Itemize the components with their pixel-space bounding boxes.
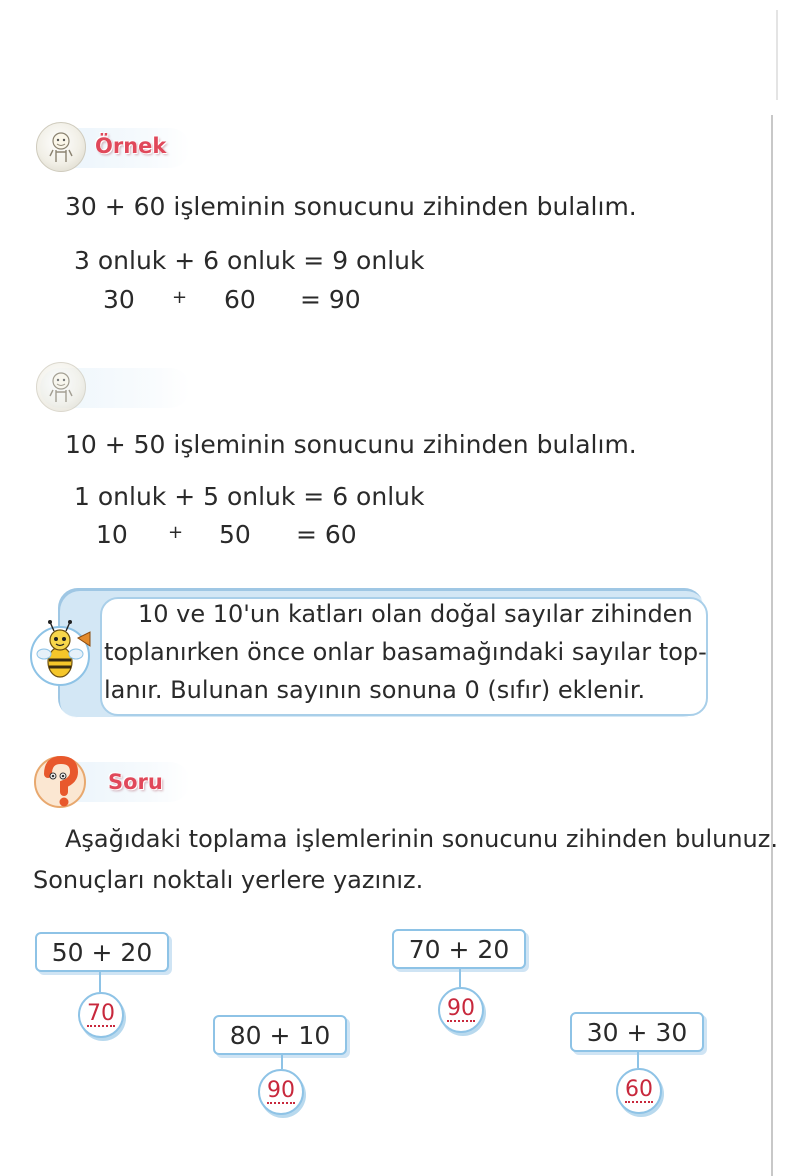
question-mark-icon	[32, 752, 88, 810]
question-line-1: Aşağıdaki toplama işlemlerinin sonucunu zihinden bulunuz.	[65, 825, 778, 853]
answer-circle-2[interactable]	[258, 1069, 304, 1115]
example2-number-a: 10	[96, 520, 128, 549]
exercise-stem-2	[281, 1053, 283, 1069]
info-line-3: lanır. Bulunan sayının sonuna 0 (sıfır) eklenir.	[104, 676, 646, 704]
example2-number-b: 50	[219, 520, 251, 549]
page-edge-mark	[776, 10, 778, 100]
page-edge-line	[771, 115, 773, 1176]
example2-statement: 10 + 50 işleminin sonucunu zihinden bulalım.	[65, 430, 637, 459]
answer-2: 90	[267, 1078, 295, 1103]
answer-4: 60	[625, 1077, 653, 1102]
answer-circle-1[interactable]	[78, 992, 124, 1038]
answer-circle-3[interactable]	[438, 987, 484, 1033]
exercise-box-4: 30 + 30	[570, 1012, 704, 1052]
exercise-box-1: 50 + 20	[35, 932, 169, 972]
example-tens-row: 3 onluk + 6 onluk = 9 onluk	[74, 246, 425, 275]
exercise-stem-4	[637, 1050, 639, 1068]
example2-plus: +	[168, 522, 184, 543]
info-line-2: toplanırken önce onlar basamağındaki sayılar top-	[104, 638, 707, 666]
bee-mascot-icon	[28, 616, 96, 688]
boy-mascot-icon	[36, 362, 86, 412]
example2-result: = 60	[296, 520, 357, 549]
example-label: Örnek	[95, 134, 167, 158]
example-result: = 90	[300, 285, 361, 314]
question-label: Soru	[108, 770, 163, 794]
answer-1: 70	[87, 1001, 115, 1026]
example-statement: 30 + 60 işleminin sonucunu zihinden bulalım.	[65, 192, 637, 221]
info-line-1: 10 ve 10'un katları olan doğal sayılar zihinden	[138, 600, 693, 628]
answer-circle-4[interactable]	[616, 1068, 662, 1114]
example2-tens-row: 1 onluk + 5 onluk = 6 onluk	[74, 482, 425, 511]
exercise-box-2: 80 + 10	[213, 1015, 347, 1055]
exercise-box-3: 70 + 20	[392, 929, 526, 969]
example-number-a: 30	[103, 285, 135, 314]
exercise-stem-1	[99, 970, 101, 992]
example-number-b: 60	[224, 285, 256, 314]
answer-3: 90	[447, 996, 475, 1021]
exercise-stem-3	[459, 967, 461, 987]
example-plus: +	[172, 287, 188, 308]
boy-mascot-icon	[36, 122, 86, 172]
question-line-2: Sonuçları noktalı yerlere yazınız.	[33, 866, 424, 894]
